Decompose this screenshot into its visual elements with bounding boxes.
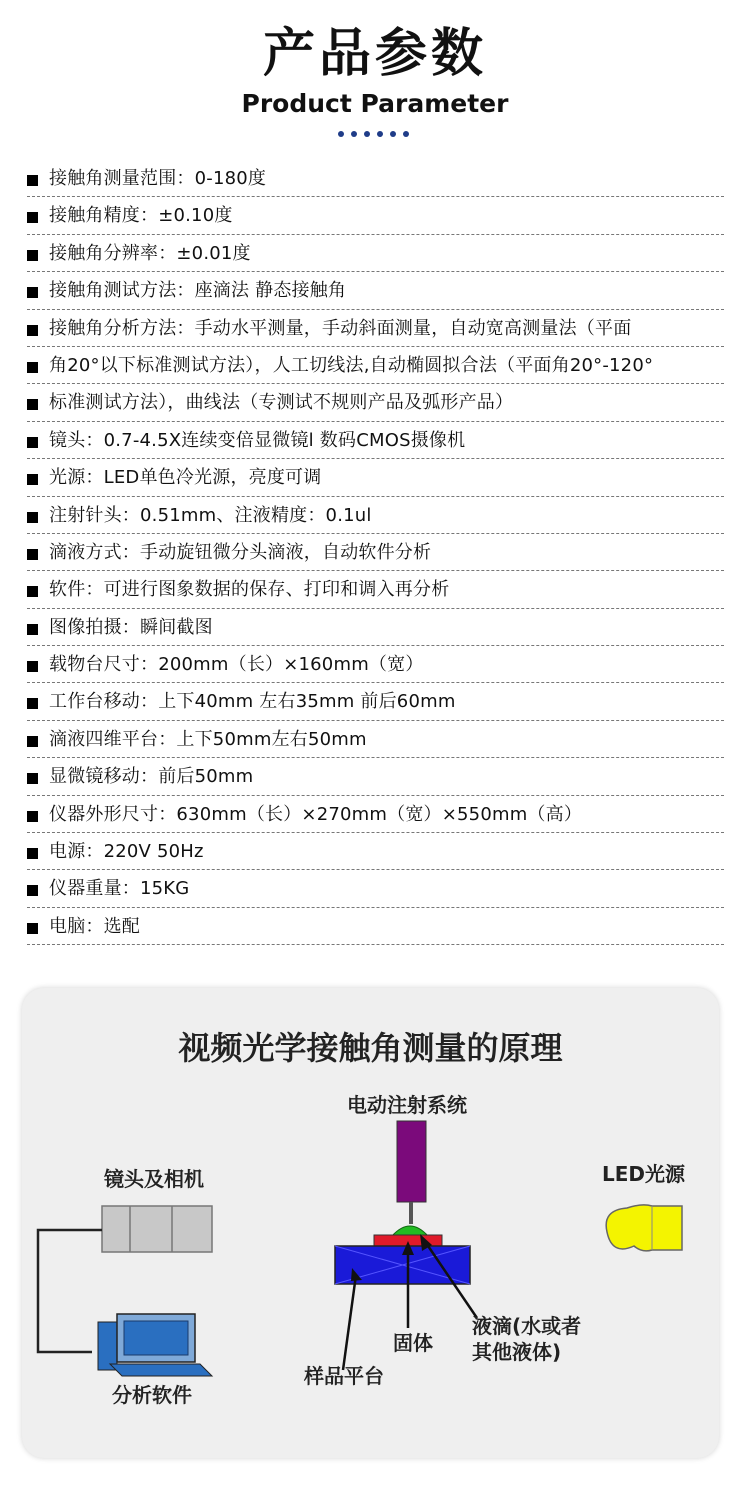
- bullet-square-icon: [27, 661, 38, 672]
- page-subtitle: Product Parameter: [241, 89, 509, 118]
- label-injection-system: 电动注射系统: [347, 1093, 467, 1117]
- param-row: [27, 833, 724, 870]
- param-text: 光源：LED单色冷光源，亮度可调: [49, 467, 322, 489]
- param-row: [27, 497, 724, 534]
- bullet-square-icon: [27, 362, 38, 373]
- bullet-square-icon: [27, 624, 38, 635]
- param-row: [27, 908, 724, 945]
- param-text: 标准测试方法），曲线法（专测试不规则产品及弧形产品）: [49, 392, 514, 414]
- bullet-square-icon: [27, 399, 38, 410]
- label-liquid-line2: 其他液体): [472, 1340, 562, 1364]
- param-text: 滴液四维平台：上下50mm左右50mm: [49, 728, 367, 750]
- param-row: [27, 721, 724, 758]
- syringe-icon: [397, 1121, 426, 1202]
- bullet-square-icon: [27, 325, 38, 336]
- param-text: 载物台尺寸：200mm（长）×160mm（宽）: [49, 654, 424, 676]
- bullet-square-icon: [27, 287, 38, 298]
- bullet-square-icon: [27, 885, 38, 896]
- param-row: [27, 310, 724, 347]
- param-text: 图像拍摄：瞬间截图: [49, 616, 213, 638]
- param-text: 仪器重量：15KG: [49, 878, 190, 900]
- label-software: 分析软件: [112, 1383, 192, 1407]
- bullet-square-icon: [27, 549, 38, 560]
- bullet-square-icon: [27, 175, 38, 186]
- param-row: [27, 272, 724, 309]
- param-row: [27, 534, 724, 571]
- label-liquid-line1: 液滴(水或者: [472, 1314, 582, 1338]
- param-row: [27, 609, 724, 646]
- param-row: [27, 796, 724, 833]
- bullet-square-icon: [27, 698, 38, 709]
- param-text: 接触角分辨率：±0.01度: [49, 242, 251, 264]
- bullet-square-icon: [27, 811, 38, 822]
- decorative-dots: [338, 131, 418, 139]
- param-text: 工作台移动：上下40mm 左右35mm 前后60mm: [49, 691, 456, 713]
- label-camera: 镜头及相机: [104, 1167, 204, 1191]
- param-row: [27, 683, 724, 720]
- param-row: [27, 235, 724, 272]
- param-row: [27, 422, 724, 459]
- camera-icon: [102, 1206, 212, 1252]
- label-led-light: LED光源: [602, 1162, 686, 1186]
- param-text: 滴液方式：手动旋钮微分头滴液，自动软件分析: [49, 541, 432, 563]
- bullet-square-icon: [27, 848, 38, 859]
- param-row: [27, 870, 724, 907]
- page-title: 产品参数: [262, 24, 487, 84]
- param-text: 角20°以下标准测试方法），人工切线法,自动椭圆拟合法（平面角20°-120°: [49, 354, 654, 376]
- bullet-square-icon: [27, 474, 38, 485]
- diagram-title: 视频光学接触角测量的原理: [178, 1029, 563, 1067]
- param-row: [27, 384, 724, 421]
- param-row: [27, 197, 724, 234]
- param-row: [27, 646, 724, 683]
- bullet-square-icon: [27, 250, 38, 261]
- param-text: 接触角测量范围：0-180度: [49, 168, 267, 189]
- param-text: 接触角测试方法：座滴法 静态接触角: [49, 280, 347, 302]
- principle-diagram-panel: [22, 988, 719, 1458]
- param-row: [27, 459, 724, 496]
- bullet-square-icon: [27, 773, 38, 784]
- label-stage: 样品平台: [304, 1364, 384, 1388]
- led-light-icon: [606, 1205, 682, 1251]
- bullet-square-icon: [27, 736, 38, 747]
- param-text: 软件：可进行图象数据的保存、打印和调入再分析: [49, 579, 450, 601]
- bullet-square-icon: [27, 512, 38, 523]
- param-row: [27, 347, 724, 384]
- param-text: 仪器外形尺寸：630mm（长）×270mm（宽）×550mm（高）: [49, 803, 583, 825]
- param-text: 电脑：选配: [49, 915, 140, 937]
- parameter-list: [27, 160, 724, 945]
- param-text: 接触角分析方法：手动水平测量，手动斜面测量，自动宽高测量法（平面: [49, 317, 632, 339]
- param-row: [27, 571, 724, 608]
- label-solid: 固体: [393, 1331, 433, 1355]
- bullet-square-icon: [27, 586, 38, 597]
- needle-icon: [409, 1202, 413, 1224]
- param-text: 注射针头：0.51mm、注液精度：0.1ul: [49, 504, 372, 526]
- bullet-square-icon: [27, 212, 38, 223]
- param-row: [27, 160, 724, 197]
- bullet-square-icon: [27, 437, 38, 448]
- param-text: 镜头：0.7-4.5X连续变倍显微镜l 数码CMOS摄像机: [49, 429, 466, 451]
- computer-icon: [98, 1314, 212, 1376]
- param-row: [27, 758, 724, 795]
- param-text: 接触角精度：±0.10度: [49, 205, 233, 227]
- bullet-square-icon: [27, 923, 38, 934]
- param-text: 电源：220V 50Hz: [49, 841, 204, 863]
- param-text: 显微镜移动：前后50mm: [49, 766, 254, 788]
